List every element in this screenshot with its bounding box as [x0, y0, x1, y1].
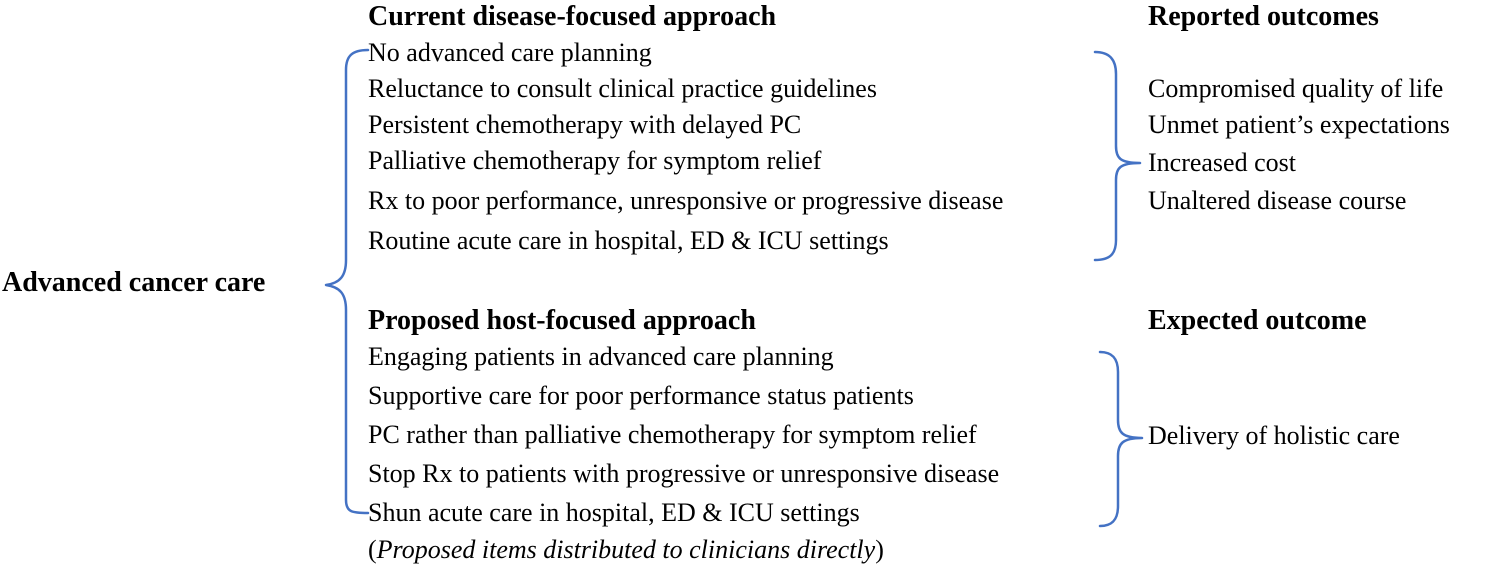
reported-outcome-item: Increased cost	[1148, 148, 1296, 177]
reported-outcome-item: Unaltered disease course	[1148, 186, 1407, 215]
current-item: Palliative chemotherapy for symptom relief	[368, 146, 822, 175]
reported-outcome-item: Unmet patient’s expectations	[1148, 110, 1450, 139]
expected-outcome-item: Delivery of holistic care	[1148, 421, 1400, 450]
current-item: Rx to poor performance, unresponsive or progressive disease	[368, 186, 1004, 215]
current-item: No advanced care planning	[368, 38, 652, 67]
note-close-paren: )	[875, 535, 884, 564]
note-text: Proposed items distributed to clinicians directly	[376, 535, 876, 564]
current-outcome-brace	[1095, 52, 1140, 260]
current-item: Persistent chemotherapy with delayed PC	[368, 110, 802, 139]
proposed-approach-title: Proposed host-focused approach	[368, 305, 756, 336]
proposed-outcome-brace	[1100, 352, 1142, 526]
proposed-item: Engaging patients in advanced care planning	[368, 342, 834, 371]
note-open-paren: (	[368, 535, 377, 564]
expected-outcome-title: Expected outcome	[1148, 305, 1367, 336]
proposed-note	[368, 535, 884, 565]
current-item: Routine acute care in hospital, ED & ICU settings	[368, 226, 889, 255]
root-label: Advanced cancer care	[2, 267, 266, 298]
current-approach-title: Current disease-focused approach	[368, 1, 777, 32]
proposed-item: Shun acute care in hospital, ED & ICU settings	[368, 498, 860, 527]
proposed-item: Stop Rx to patients with progressive or unresponsive disease	[368, 459, 1000, 488]
reported-outcomes-title: Reported outcomes	[1148, 1, 1379, 32]
reported-outcome-item: Compromised quality of life	[1148, 74, 1444, 103]
proposed-item: PC rather than palliative chemotherapy for symptom relief	[368, 420, 977, 449]
root-brace	[326, 50, 368, 513]
proposed-item: Supportive care for poor performance status patients	[368, 381, 914, 410]
current-item: Reluctance to consult clinical practice guidelines	[368, 74, 877, 103]
